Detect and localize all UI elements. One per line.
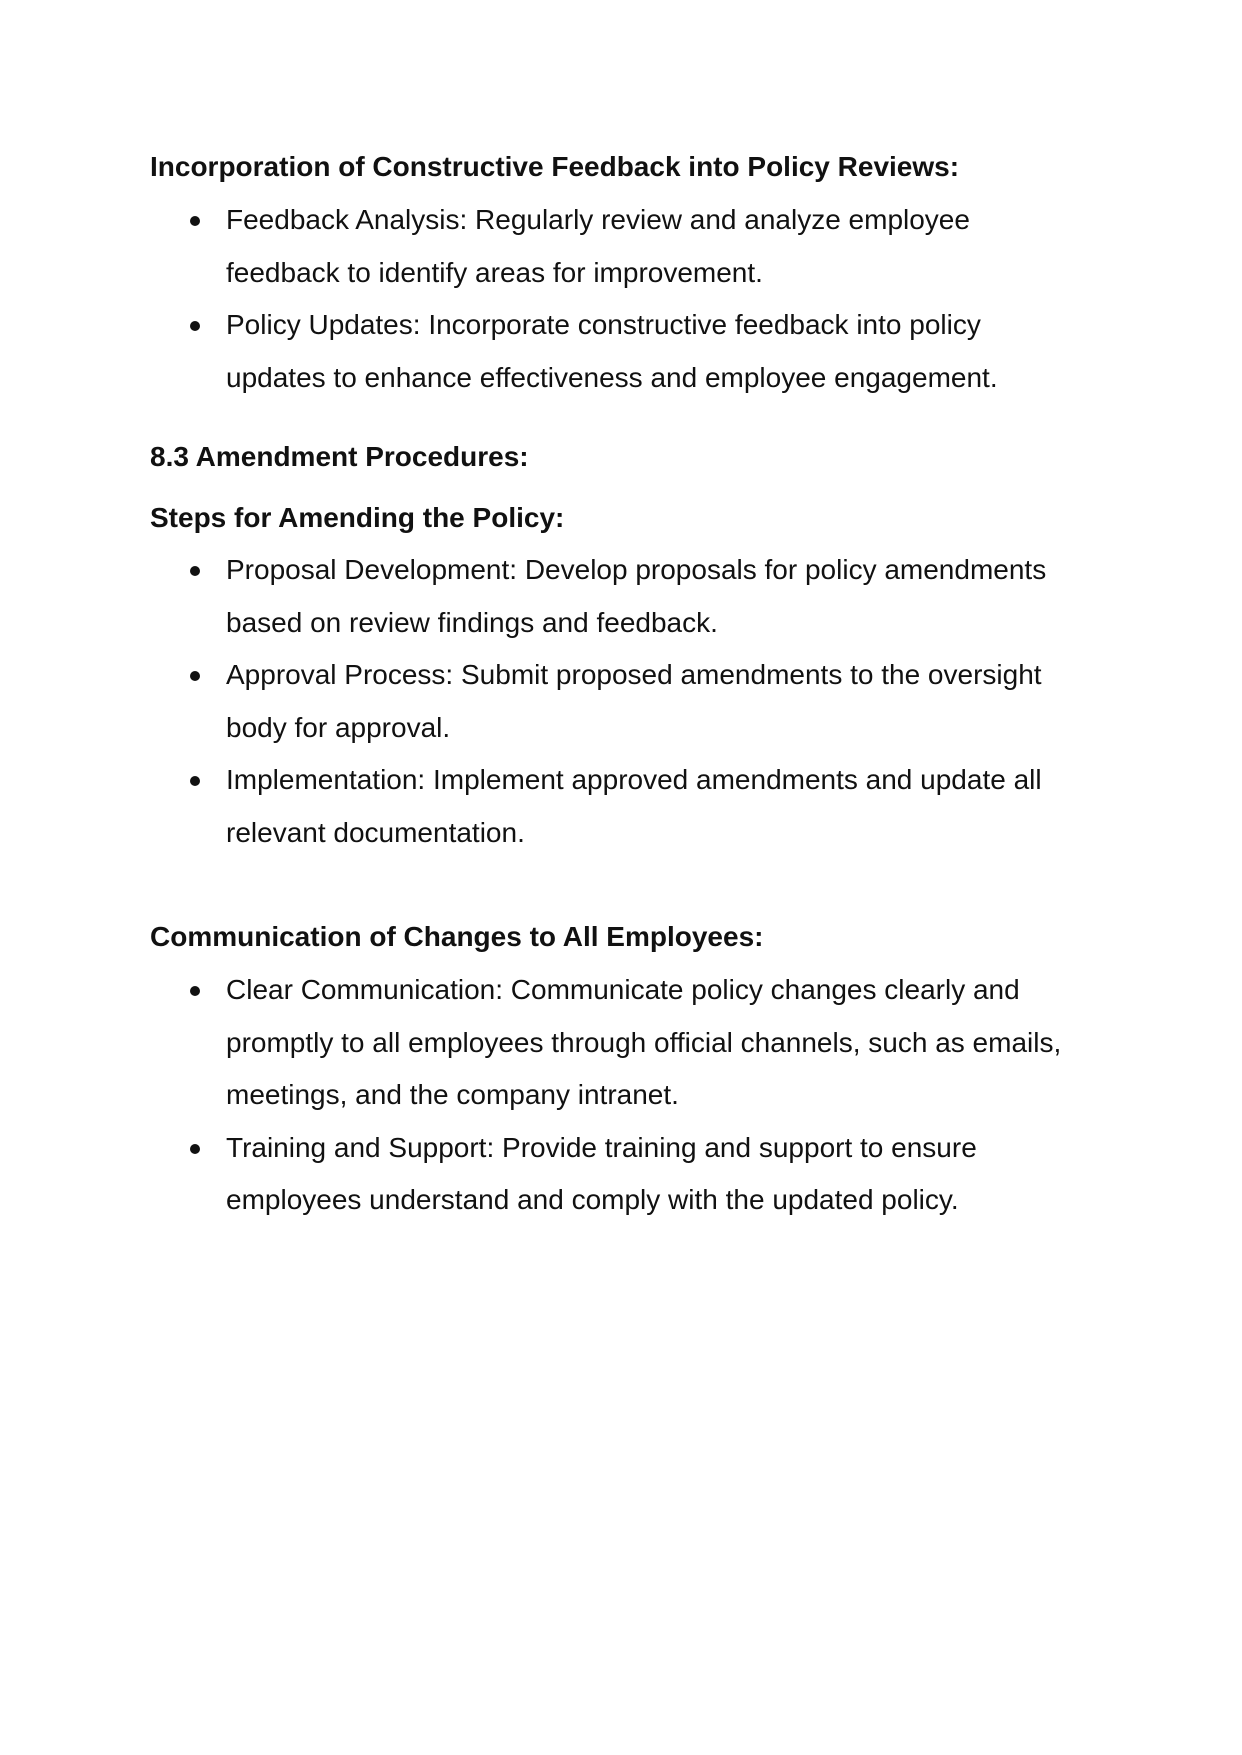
bullet-icon (190, 216, 200, 226)
bullet-icon (190, 671, 200, 681)
list-item-text: Training and Support: Provide training and support to ensure employees understand and comply with the updated policy. (226, 1131, 977, 1215)
list-item-text: Feedback Analysis: Regularly review and analyze employee feedback to identify areas for improvement. (226, 204, 970, 288)
list-item-implementation (188, 754, 1088, 859)
bullet-icon (190, 776, 200, 786)
list-item-feedback-analysis (188, 194, 1088, 299)
list-item-clear-communication (188, 964, 1088, 1122)
bullet-icon (190, 566, 200, 576)
list-item-proposal-development (188, 544, 1088, 649)
list-item-text: Clear Communication: Communicate policy changes clearly and promptly to all employees through official channels, such as emails, meetings, and the company intranet. (226, 974, 1062, 1110)
section-heading-feedback-incorporation: Incorporation of Constructive Feedback into Policy Reviews: (150, 151, 960, 182)
communication-of-changes-list (188, 964, 1088, 1227)
list-item-text: Proposal Development: Develop proposals for policy amendments based on review findings and feedback. (226, 554, 1047, 638)
bullet-icon (190, 986, 200, 996)
section-heading-amending-steps: Steps for Amending the Policy: (150, 502, 565, 533)
list-item-text: Implementation: Implement approved amendments and update all relevant documentation. (226, 764, 1042, 848)
list-item-text: Approval Process: Submit proposed amendments to the oversight body for approval. (226, 659, 1042, 743)
bullet-icon (190, 321, 200, 331)
section-heading-communication-of-changes: Communication of Changes to All Employees: (150, 921, 764, 952)
bullet-icon (190, 1144, 200, 1154)
section-heading-amendment-procedures: 8.3 Amendment Procedures: (150, 441, 529, 472)
list-item-text: Policy Updates: Incorporate constructive feedback into policy updates to enhance effectiveness and employee engagement. (226, 309, 998, 393)
feedback-incorporation-list (188, 194, 1088, 404)
list-item-policy-updates (188, 299, 1088, 404)
list-item-approval-process (188, 649, 1088, 754)
list-item-training-and-support (188, 1122, 1088, 1227)
amending-steps-list (188, 544, 1088, 859)
